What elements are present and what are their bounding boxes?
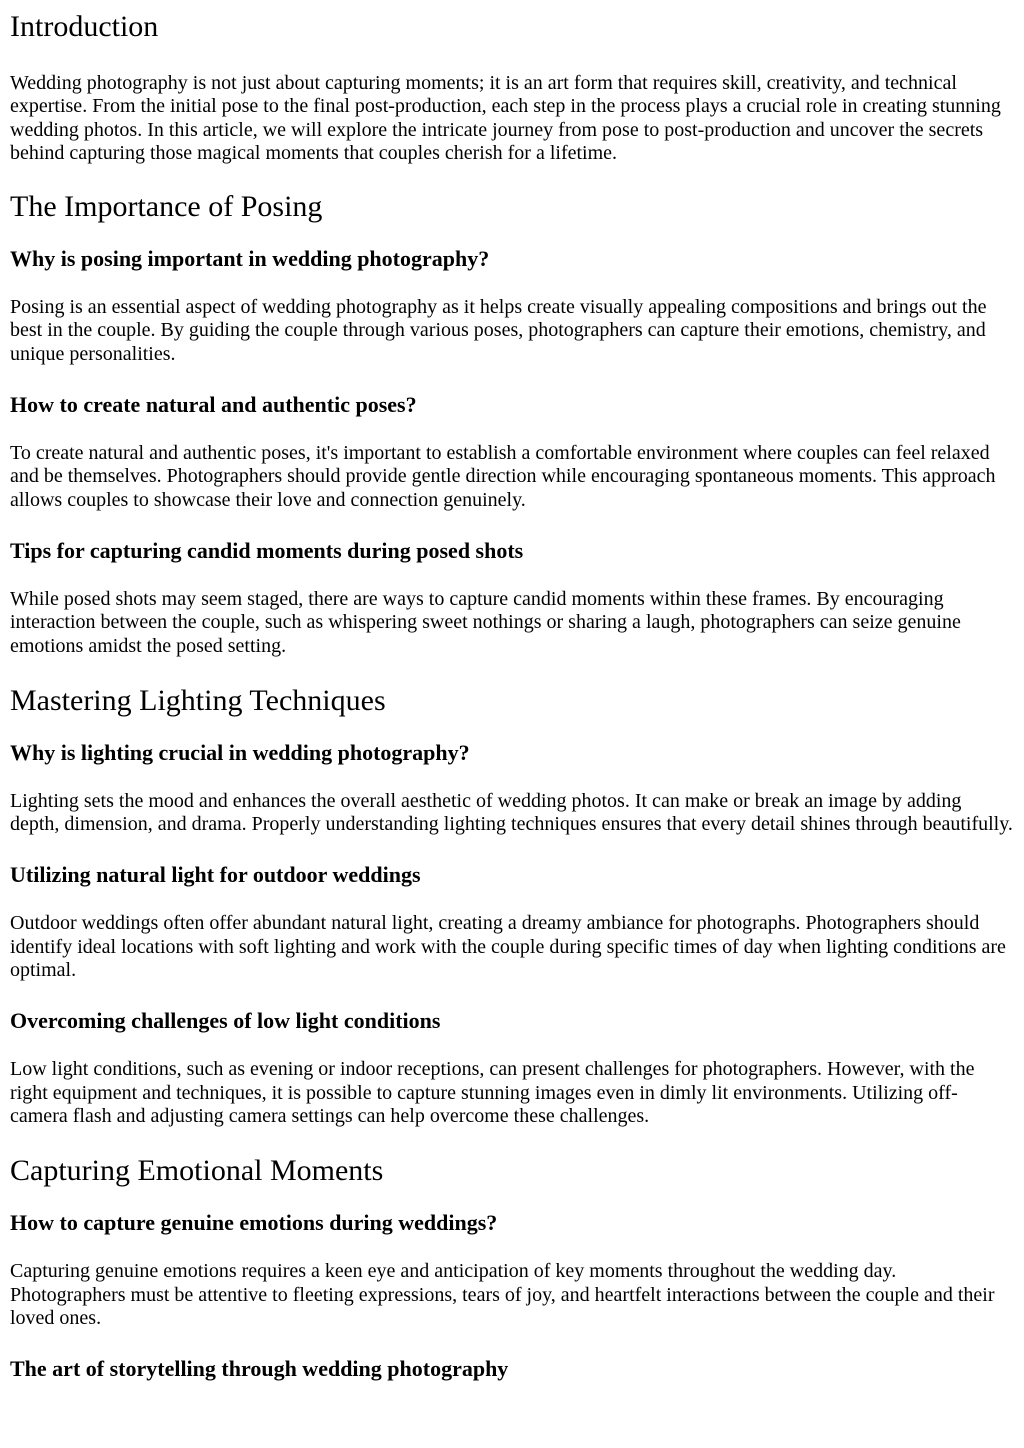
section-heading-introduction: Introduction <box>10 10 159 43</box>
paragraph-why-posing: Posing is an essential aspect of wedding photography as it helps create visually appealing compositions and brings out the best in the couple. By guiding the couple through various poses, photographers can capture their emotions, chemistry, and unique personalities. <box>10 296 987 365</box>
subheading-low-light: Overcoming challenges of low light conditions <box>10 1008 441 1034</box>
section-heading-emotional: Capturing Emotional Moments <box>10 1154 384 1188</box>
subheading-natural-light: Utilizing natural light for outdoor weddings <box>10 862 421 888</box>
paragraph-genuine-emotions: Capturing genuine emotions requires a keen eye and anticipation of key moments throughout the wedding day. Photographers must be attentive to fleeting expressions, tears of joy, and heartfelt interactions between the couple and their loved ones. <box>10 1260 995 1329</box>
paragraph-low-light: Low light conditions, such as evening or indoor receptions, can present challenges for photographers. However, with the right equipment and techniques, it is possible to capture stunning images even in dimly lit environments. Utilizing off-camera flash and adjusting camera settings can help overcome these challenges. <box>10 1058 975 1127</box>
paragraph-why-lighting: Lighting sets the mood and enhances the overall aesthetic of wedding photos. It can make or break an image by adding depth, dimension, and drama. Properly understanding lighting techniques ensures that every detail shines through beautifully. <box>10 789 1013 836</box>
subheading-storytelling: The art of storytelling through wedding photography <box>10 1356 509 1382</box>
subheading-candid-tips: Tips for capturing candid moments during posed shots <box>10 537 524 563</box>
subheading-why-lighting: Why is lighting crucial in wedding photography? <box>10 739 470 765</box>
subheading-genuine-emotions: How to capture genuine emotions during weddings? <box>10 1210 498 1236</box>
paragraph-natural-light: Outdoor weddings often offer abundant natural light, creating a dreamy ambiance for photographs. Photographers should identify ideal locations with soft lighting and work with the couple during specific times of day when lighting conditions are optimal. <box>10 912 1006 982</box>
section-heading-posing: The Importance of Posing <box>10 190 323 224</box>
subheading-natural-poses: How to create natural and authentic poses? <box>10 392 417 418</box>
section-heading-lighting: Mastering Lighting Techniques <box>10 683 386 717</box>
subheading-why-posing: Why is posing important in wedding photography? <box>10 246 490 272</box>
paragraph-natural-poses: To create natural and authentic poses, it's important to establish a comfortable environment where couples can feel relaxed and be themselves. Photographers should provide gentle direction while encouraging spontaneous moments. This approach allows couples to showcase their love and connection genuinely. <box>10 442 996 511</box>
intro-paragraph: Wedding photography is not just about capturing moments; it is an art form that requires skill, creativity, and technical expertise. From the initial pose to the final post-production, each step in the process plays a crucial role in creating stunning wedding photos. In this article, we will explore the intricate journey from pose to post-production and uncover the secrets behind capturing those magical moments that couples cherish for a lifetime. <box>10 72 1001 164</box>
paragraph-candid-tips: While posed shots may seem staged, there are ways to capture candid moments within these frames. By encouraging interaction between the couple, such as whispering sweet nothings or sharing a laugh, photographers can seize genuine emotions amidst the posed setting. <box>10 587 961 657</box>
